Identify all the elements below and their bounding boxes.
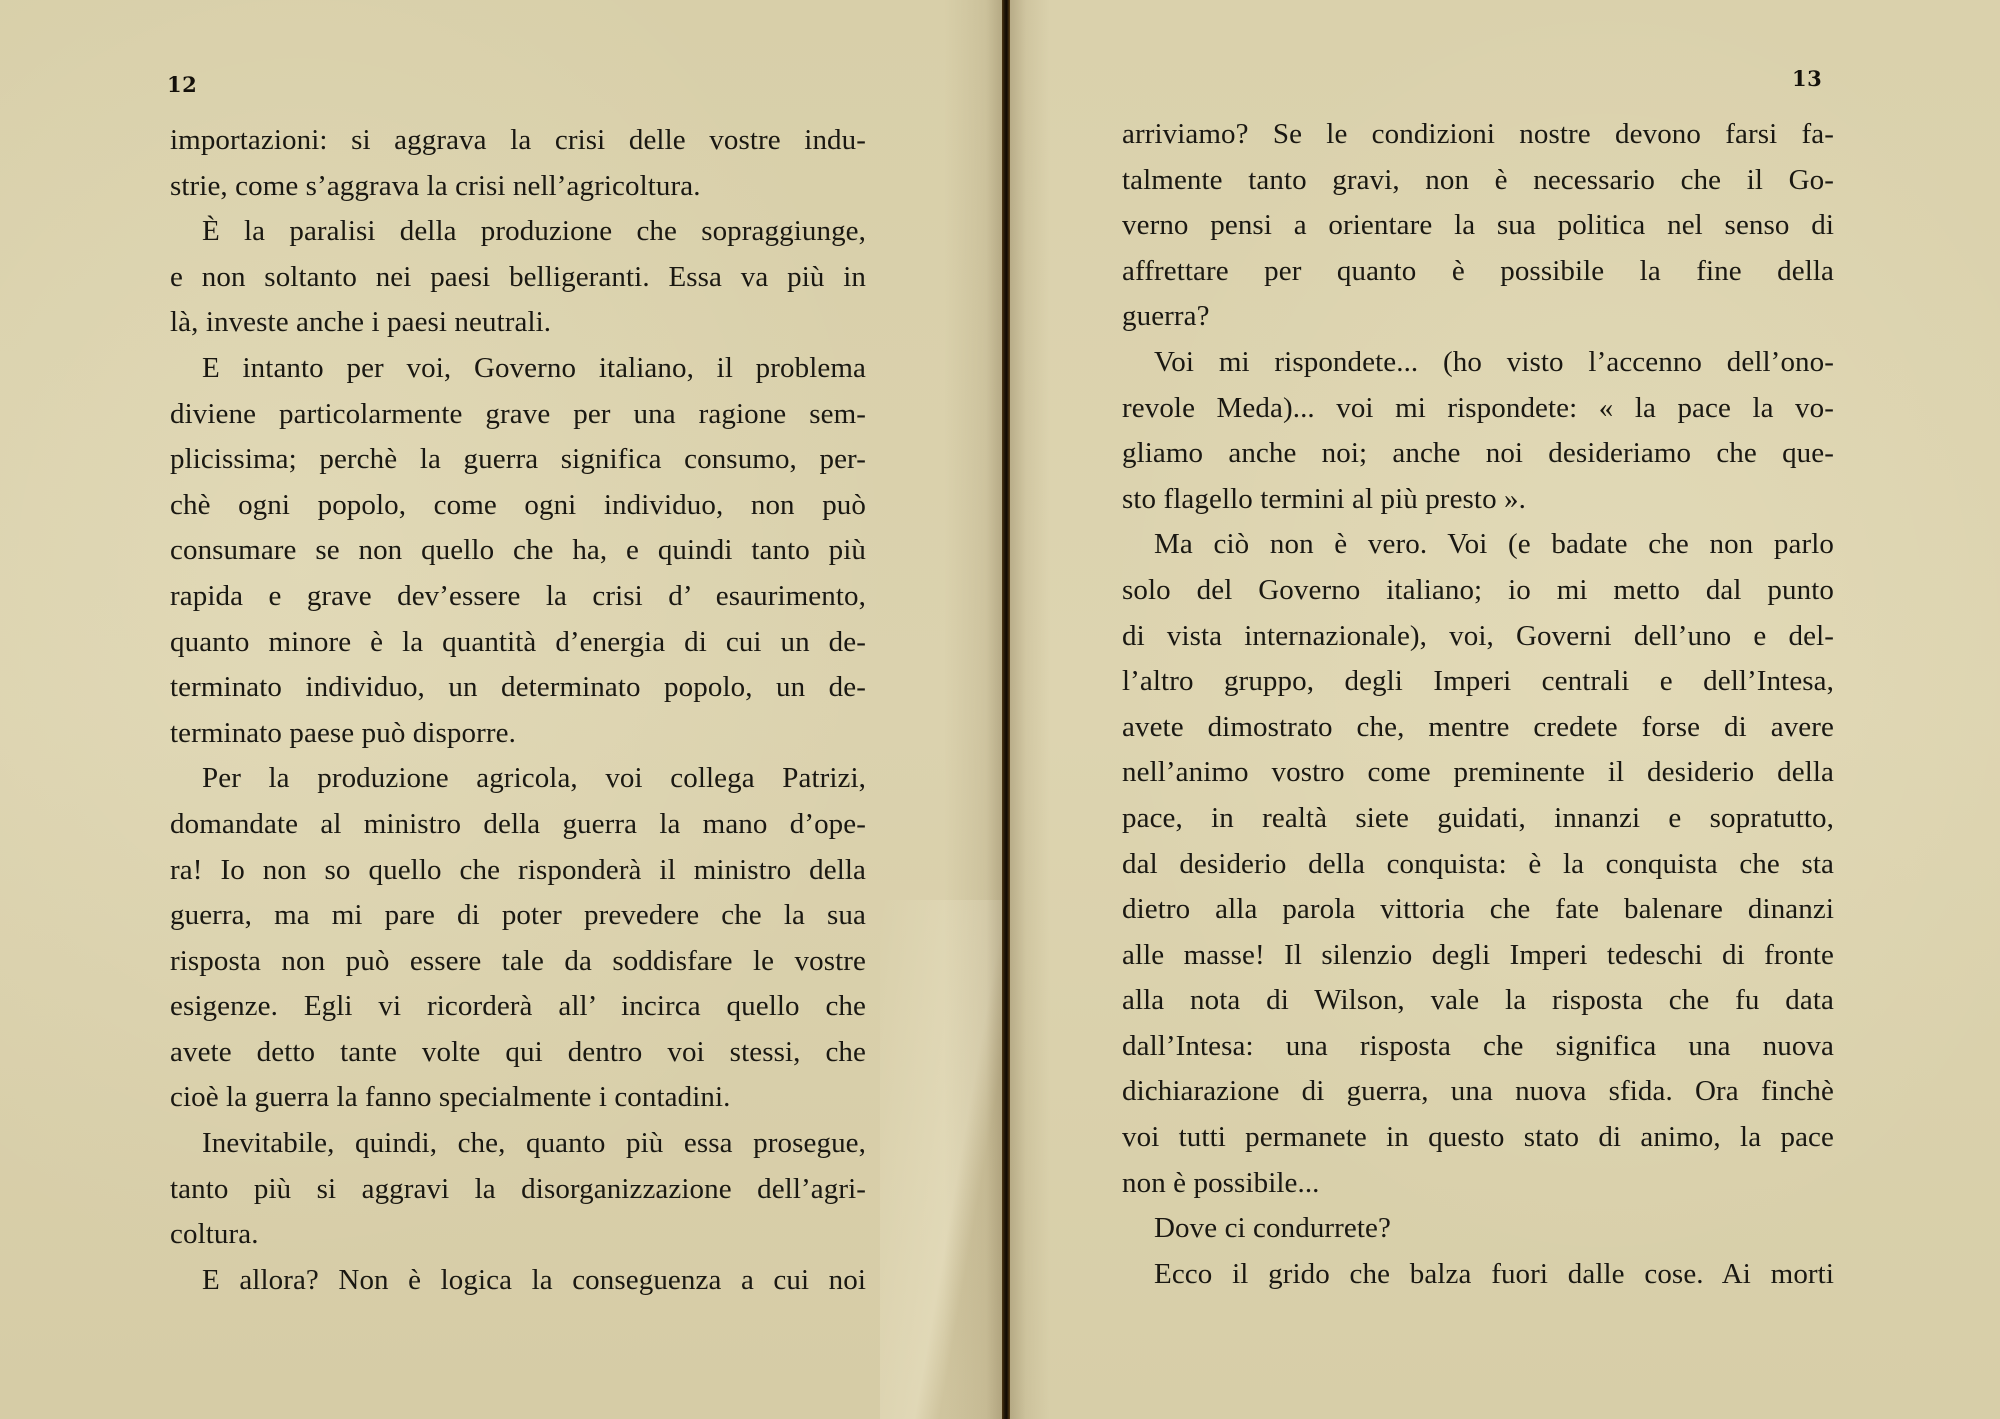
text-line: pace, in realtà siete guidati, innanzi e sopratutto, [1122,801,1834,834]
page-number-left: 12 [167,72,198,97]
text-line: coltura. [170,1218,259,1251]
text-line: guerra? [1122,300,1210,333]
text-line: rapida e grave dev’essere la crisi d’ esaurimento, [170,579,866,612]
text-line: di vista internazionale), voi, Governi dell’uno e del- [1122,619,1834,652]
text-line: talmente tanto gravi, non è necessario che il Go- [1122,163,1834,196]
text-line: dal desiderio della conquista: è la conquista che sta [1122,847,1834,880]
text-line: domandate al ministro della guerra la mano d’ope- [170,807,866,840]
text-line: diviene particolarmente grave per una ragione sem- [170,397,866,430]
text-line: plicissima; perchè la guerra significa consumo, per- [170,443,866,476]
right-page-text [1122,112,1834,1297]
text-line: cioè la guerra la fanno specialmente i contadini. [170,1081,731,1114]
text-line: Voi mi rispondete... (ho visto l’accenno dell’ono- [1154,345,1834,378]
text-line: esigenze. Egli vi ricorderà all’ incirca quello che [170,990,866,1023]
text-line: sto flagello termini al più presto ». [1122,482,1526,515]
text-line: Inevitabile, quindi, che, quanto più essa prosegue, [202,1127,866,1160]
right-page [1010,0,2000,1419]
text-line: l’altro gruppo, degli Imperi centrali e dell’Intesa, [1122,665,1834,698]
text-line: non è possibile... [1122,1166,1320,1199]
text-line: dichiarazione di guerra, una nuova sfida. Ora finchè [1122,1075,1834,1108]
text-line: arriviamo? Se le condizioni nostre devono farsi fa- [1122,118,1834,150]
text-line: alla nota di Wilson, vale la risposta che fu data [1122,984,1834,1017]
book-spine [1002,0,1010,1419]
text-line: solo del Governo italiano; io mi metto dal punto [1122,573,1834,606]
text-line: strie, come s’aggrava la crisi nell’agricoltura. [170,169,701,202]
text-line: revole Meda)... voi mi rispondete: « la pace la vo- [1122,391,1834,424]
text-line: E intanto per voi, Governo italiano, il problema [202,351,866,384]
text-line: Ma ciò non è vero. Voi (e badate che non parlo [1154,528,1834,561]
left-page-text [170,118,866,1303]
text-line: ra! Io non so quello che risponderà il ministro della [170,853,866,886]
text-line: e non soltanto nei paesi belligeranti. Essa va più in [170,260,866,293]
text-line: importazioni: si aggrava la crisi delle vostre indu- [170,124,866,156]
text-line: consumare se non quello che ha, e quindi tanto più [170,534,866,567]
text-line: terminato paese può disporre. [170,716,516,749]
text-line: affrettare per quanto è possibile la fine della [1122,254,1834,287]
text-line: dietro alla parola vittoria che fate balenare dinanzi [1122,893,1834,926]
text-line: voi tutti permanete in questo stato di animo, la pace [1122,1121,1834,1154]
text-line: Dove ci condurrete? [1154,1212,1392,1245]
page-number-right: 13 [1792,66,1823,91]
text-line: avete detto tante volte qui dentro voi stessi, che [170,1035,866,1068]
text-line: chè ogni popolo, come ogni individuo, non può [170,488,866,521]
text-line: dall’Intesa: una risposta che significa una nuova [1122,1029,1834,1062]
text-line: alle masse! Il silenzio degli Imperi tedeschi di fronte [1122,938,1834,971]
text-line: Ecco il grido che balza fuori dalle cose. Ai morti [1154,1257,1834,1290]
text-line: nell’animo vostro come preminente il desiderio della [1122,756,1834,789]
text-line: terminato individuo, un determinato popolo, un de- [170,671,866,704]
text-line: verno pensi a orientare la sua politica nel senso di [1122,209,1834,242]
text-line: Per la produzione agricola, voi collega Patrizi, [202,762,866,795]
text-line: tanto più si aggravi la disorganizzazione dell’agri- [170,1172,866,1205]
text-line: quanto minore è la quantità d’energia di cui un de- [170,625,866,658]
text-line: là, investe anche i paesi neutrali. [170,306,552,339]
text-line: avete dimostrato che, mentre credete forse di avere [1122,710,1834,743]
text-line: E allora? Non è logica la conseguenza a cui noi [202,1263,866,1296]
text-line: risposta non può essere tale da soddisfare le vostre [170,944,866,977]
text-line: È la paralisi della produzione che sopraggiunge, [202,215,866,248]
text-line: guerra, ma mi pare di poter prevedere che la sua [170,899,866,932]
text-line: gliamo anche noi; anche noi desideriamo che que- [1122,437,1834,470]
